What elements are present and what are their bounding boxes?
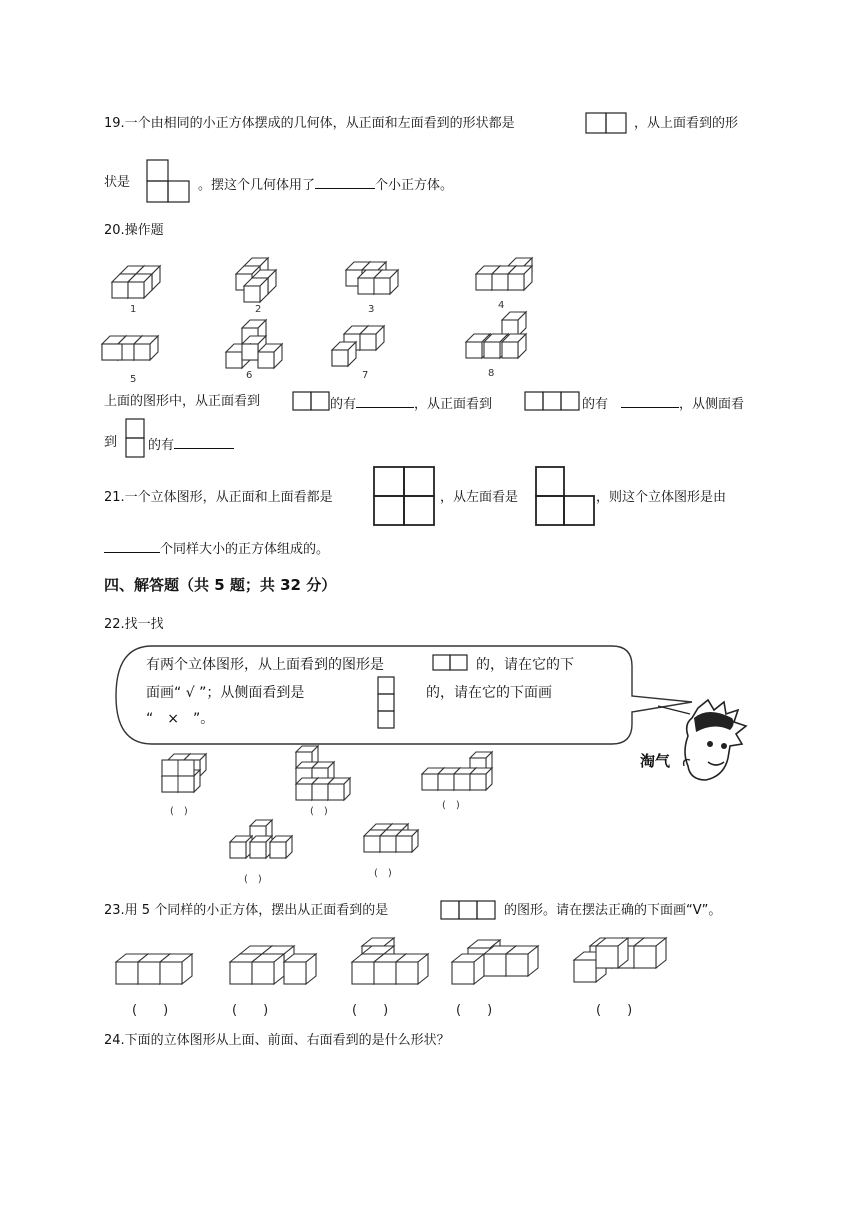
q20-figure-number: 6	[246, 370, 253, 381]
q20-text-7: 的有	[148, 438, 175, 453]
q22-side-view-icon	[377, 676, 397, 732]
q20-figure-4	[476, 258, 532, 290]
q20-figure-2	[236, 258, 276, 302]
q22-bubble-text-2: 的，请在它的下	[476, 657, 574, 673]
q21-text-1: 21.一个立体图形，从正面和上面看都是	[104, 490, 333, 505]
q22-answer-paren: ( )	[310, 806, 328, 817]
q21-line1	[104, 489, 333, 507]
q19-line2	[198, 174, 453, 195]
q19-text-2: ，从上面看到的形	[634, 116, 739, 131]
q20-figure-number: 5	[130, 374, 137, 385]
q23-figure-5	[574, 938, 666, 982]
q22-bubble-line2-b	[426, 684, 552, 702]
q20-text-6: 到	[104, 435, 118, 450]
q22-figure-b	[296, 746, 350, 800]
q19-line1	[104, 115, 515, 133]
q20-figure-6	[226, 320, 282, 368]
q20-text-5: ，从侧面看	[679, 397, 745, 412]
q22-figure-a	[162, 754, 206, 792]
q19-text-5: 个小正方体。	[375, 178, 454, 193]
q20-answer-blank-2[interactable]	[621, 393, 679, 408]
q19-text-3: 状是	[104, 175, 131, 190]
q20-figure-1	[112, 266, 160, 298]
q20-figure-number: 3	[368, 304, 375, 315]
q22-answer-paren: ( )	[374, 868, 392, 879]
q21-line2	[104, 538, 329, 559]
q20-figure-3	[346, 262, 398, 294]
q20-title: 20.操作题	[104, 223, 164, 238]
naughty-boy-illustration-icon	[638, 692, 758, 792]
character-label: 淘气	[640, 752, 671, 770]
q20-three-square-view-icon	[524, 391, 582, 415]
q20-line1-b	[330, 393, 492, 414]
q20-vertical-two-square-icon	[125, 418, 147, 462]
q20-figure-number: 7	[362, 370, 369, 381]
q19-line1-end	[634, 115, 738, 133]
q22-bubble-text-3: 面画“ √ ”；从侧面看到是	[146, 685, 305, 701]
q21-front-top-view-icon	[373, 466, 437, 528]
q22-bubble-text-1: 有两个立体图形，从上面看到的图形是	[146, 657, 384, 673]
q21-text-2: ，从左面看是	[440, 490, 519, 505]
q22-figure-c	[422, 752, 492, 790]
q22-figure-d	[230, 820, 292, 858]
q23-answer-paren: ( )	[132, 1003, 169, 1018]
q20-line1-c	[582, 393, 744, 414]
q22-answer-paren: ( )	[244, 874, 262, 885]
q23-answer-paren: ( )	[232, 1003, 269, 1018]
q20-answer-blank-3[interactable]	[174, 434, 234, 449]
q22-title: 22.找一找	[104, 617, 164, 632]
q21-line1-c	[596, 489, 726, 507]
q19-front-left-view-icon	[585, 112, 629, 136]
q20-line2	[104, 434, 117, 452]
q24-line: 24.下面的立体图形从上面、前面、右面看到的是什么形状？	[104, 1033, 450, 1048]
q20-figure-7	[332, 326, 384, 366]
q20-figure-5	[102, 336, 158, 360]
q20-text-4: 的有	[582, 397, 609, 412]
q19-line2-start	[104, 174, 130, 192]
q21-text-3: ，则这个立体图形是由	[596, 490, 727, 505]
q20-figure-number: 1	[130, 304, 137, 315]
q23-answer-paren: ( )	[456, 1003, 493, 1018]
q20-text-3: ，从正面看到	[414, 397, 493, 412]
q23-answer-paren: ( )	[352, 1003, 389, 1018]
q22-bubble-text-5: “ × ”。	[146, 711, 215, 727]
q22-figures	[160, 742, 520, 892]
q20-answer-blank-1[interactable]	[356, 393, 414, 408]
q19-text-1: 19.一个由相同的小正方体摆成的几何体，从正面和左面看到的形状都是	[104, 116, 515, 131]
section-heading: 四、解答题（共 5 题；共 32 分）	[104, 576, 337, 594]
q23-figure-4	[452, 940, 538, 984]
q23-figure-1	[116, 954, 192, 984]
q20-figure-number: 2	[255, 304, 262, 315]
q22-top-view-icon	[432, 654, 472, 674]
q23-text-2: 的图形。请在摆法正确的下面画“V”。	[504, 903, 722, 918]
q20-line1	[104, 393, 260, 411]
q22-bubble-line1-b	[476, 656, 574, 674]
q21-answer-blank[interactable]	[104, 538, 160, 553]
q22-answer-paren: ( )	[170, 806, 188, 817]
q23-figures	[112, 934, 692, 1024]
q20-figure-number: 8	[488, 368, 495, 379]
q21-line1-b	[440, 489, 518, 507]
q20-line2-b	[148, 434, 234, 455]
q20-text-2: 的有	[330, 397, 357, 412]
q19-text-4: 。摆这个几何体用了	[198, 178, 316, 193]
q23-figure-2	[230, 946, 316, 984]
q20-figure-number: 4	[498, 300, 505, 311]
q22-bubble-text-4: 的，请在它的下面画	[426, 685, 552, 701]
q22-bubble-line2	[146, 684, 304, 702]
q22-bubble-line3	[146, 710, 214, 728]
q22-answer-paren: ( )	[442, 800, 460, 811]
q21-left-view-icon	[535, 466, 599, 528]
q21-text-4: 个同样大小的正方体组成的。	[160, 542, 330, 557]
q23-line-b	[504, 902, 721, 920]
q19-answer-blank[interactable]	[315, 174, 375, 189]
q19-top-view-icon	[146, 159, 192, 205]
q22-figure-e	[364, 824, 418, 852]
q23-figure-3	[352, 938, 428, 984]
q23-line	[104, 902, 388, 920]
q23-text-1: 23.用 5 个同样的小正方体，摆出从正面看到的是	[104, 903, 389, 918]
q20-figure-8	[466, 312, 526, 358]
q20-text-1: 上面的图形中，从正面看到	[104, 394, 261, 409]
q20-figures	[100, 256, 560, 386]
q23-front-view-icon	[440, 900, 500, 922]
q22-bubble-line1	[146, 656, 384, 674]
q23-answer-paren: ( )	[596, 1003, 633, 1018]
